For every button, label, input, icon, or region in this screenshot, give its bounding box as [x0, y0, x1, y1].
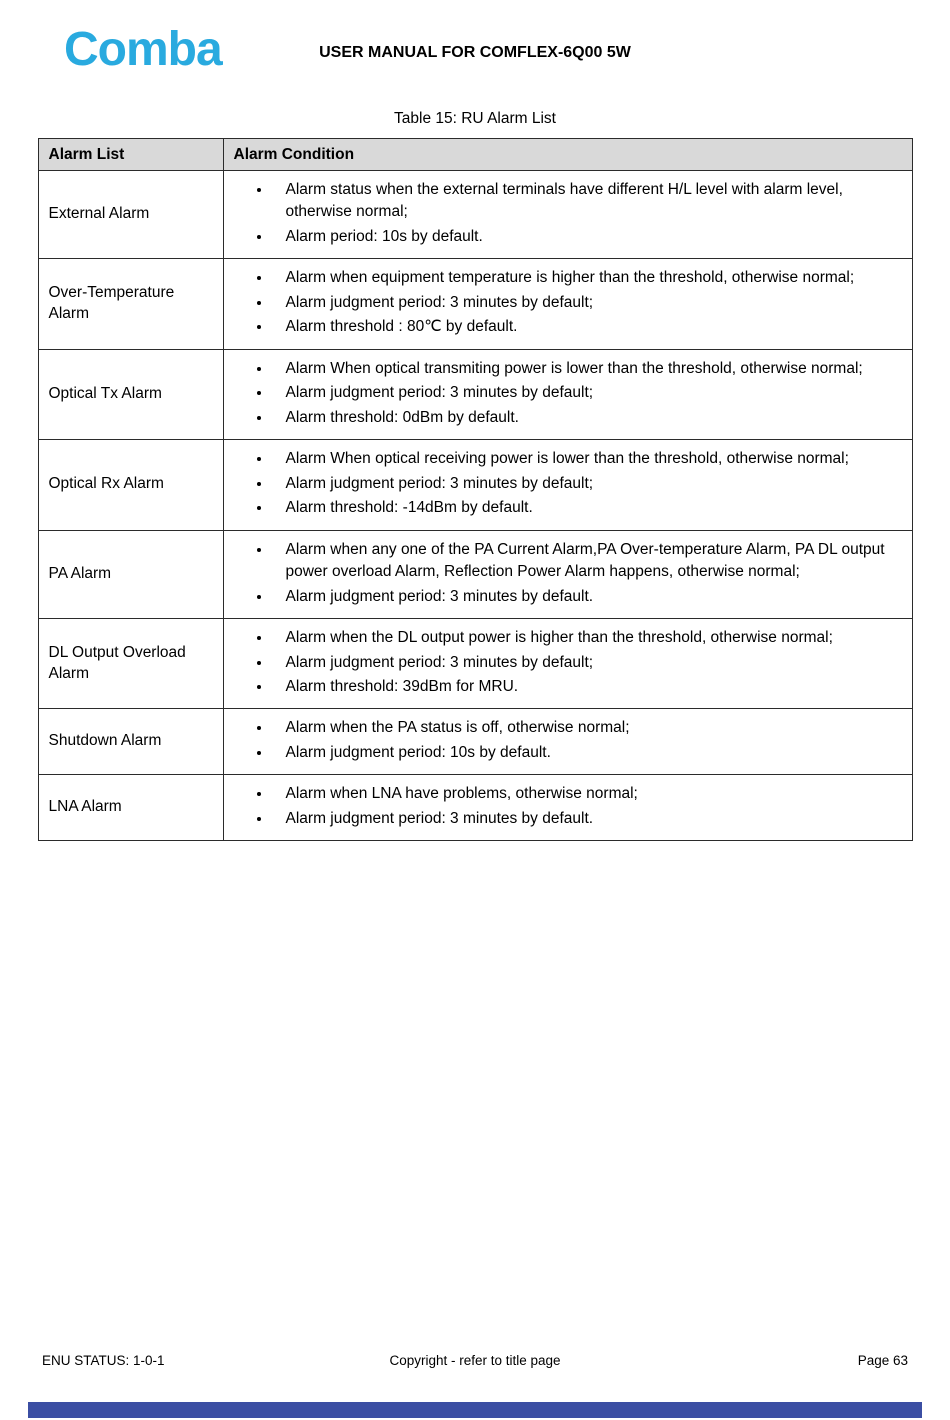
bullet-item: • Alarm threshold: 39dBm for MRU.: [272, 676, 898, 698]
alarm-name-cell: Shutdown Alarm: [38, 709, 223, 775]
alarm-name-cell: Optical Rx Alarm: [38, 440, 223, 530]
table-row: [38, 440, 912, 530]
alarm-condition-cell: [223, 709, 912, 775]
bullet-item: • Alarm threshold: -14dBm by default.: [272, 497, 898, 519]
bullet-item: • Alarm threshold : 80℃ by default.: [272, 316, 898, 338]
alarm-name-cell: External Alarm: [38, 171, 223, 259]
ru-alarm-table: [38, 138, 913, 841]
table-header-row: [38, 139, 912, 171]
bullet-item: • Alarm judgment period: 10s by default.: [272, 742, 898, 764]
alarm-condition-cell: [223, 619, 912, 709]
bullet-list: [224, 539, 898, 608]
bullet-list: [224, 358, 898, 429]
table-row: [38, 171, 912, 259]
bullet-item: • Alarm judgment period: 3 minutes by default;: [272, 652, 898, 674]
alarm-name-cell: DL Output Overload Alarm: [38, 619, 223, 709]
comba-logo: Comba: [64, 23, 222, 76]
bullet-list: [224, 179, 898, 248]
bullet-list: [224, 627, 898, 698]
bullet-item: • Alarm threshold: 0dBm by default.: [272, 407, 898, 429]
page-footer: [42, 1353, 908, 1368]
alarm-condition-cell: [223, 775, 912, 841]
alarm-condition-cell: [223, 171, 912, 259]
bullet-item: • Alarm when the DL output power is higher than the threshold, otherwise normal;: [272, 627, 898, 649]
bullet-list: [224, 267, 898, 338]
alarm-condition-cell: [223, 259, 912, 349]
bullet-item: • Alarm judgment period: 3 minutes by default.: [272, 808, 898, 830]
alarm-condition-cell: [223, 349, 912, 439]
bullet-item: • Alarm period: 10s by default.: [272, 226, 898, 248]
bullet-item: • Alarm When optical transmiting power is lower than the threshold, otherwise normal;: [272, 358, 898, 380]
footer-accent-bar: [28, 1402, 922, 1418]
bullet-list: [224, 717, 898, 764]
bullet-item: • Alarm when LNA have problems, otherwise normal;: [272, 783, 898, 805]
bullet-item: • Alarm judgment period: 3 minutes by default;: [272, 292, 898, 314]
column-header-alarm-list: Alarm List: [38, 139, 223, 171]
bullet-item: • Alarm When optical receiving power is lower than the threshold, otherwise normal;: [272, 448, 898, 470]
table-caption: Table 15: RU Alarm List: [394, 110, 556, 127]
alarm-name-cell: LNA Alarm: [38, 775, 223, 841]
bullet-list: [224, 783, 898, 830]
table-body: [38, 171, 912, 841]
bullet-item: • Alarm status when the external terminals have different H/L level with alarm level, otherwise normal;: [272, 179, 898, 224]
alarm-condition-cell: [223, 440, 912, 530]
footer-copyright: Copyright - refer to title page: [389, 1353, 561, 1368]
bullet-item: • Alarm when the PA status is off, otherwise normal;: [272, 717, 898, 739]
bullet-item: • Alarm when any one of the PA Current Alarm,PA Over-temperature Alarm, PA DL output power overload Alarm, Reflection Power Alarm happens, otherwise normal;: [272, 539, 898, 584]
document-title: USER MANUAL FOR COMFLEX-6Q00 5W: [319, 44, 631, 61]
bullet-list: [224, 448, 898, 519]
table-row: [38, 619, 912, 709]
footer-page-number: Page 63: [857, 1353, 908, 1368]
alarm-name-cell: PA Alarm: [38, 530, 223, 618]
table-row: [38, 709, 912, 775]
alarm-name-cell: Optical Tx Alarm: [38, 349, 223, 439]
table-row: [38, 259, 912, 349]
table-row: [38, 349, 912, 439]
footer-status: ENU STATUS: 1-0-1: [42, 1353, 165, 1368]
table-row: [38, 775, 912, 841]
bullet-item: • Alarm judgment period: 3 minutes by default;: [272, 473, 898, 495]
bullet-item: • Alarm judgment period: 3 minutes by default.: [272, 586, 898, 608]
alarm-condition-cell: [223, 530, 912, 618]
alarm-name-cell: Over-Temperature Alarm: [38, 259, 223, 349]
bullet-item: • Alarm judgment period: 3 minutes by default;: [272, 382, 898, 404]
page-header: [0, 0, 950, 96]
bullet-item: • Alarm when equipment temperature is higher than the threshold, otherwise normal;: [272, 267, 898, 289]
column-header-alarm-condition: Alarm Condition: [223, 139, 912, 171]
table-row: [38, 530, 912, 618]
